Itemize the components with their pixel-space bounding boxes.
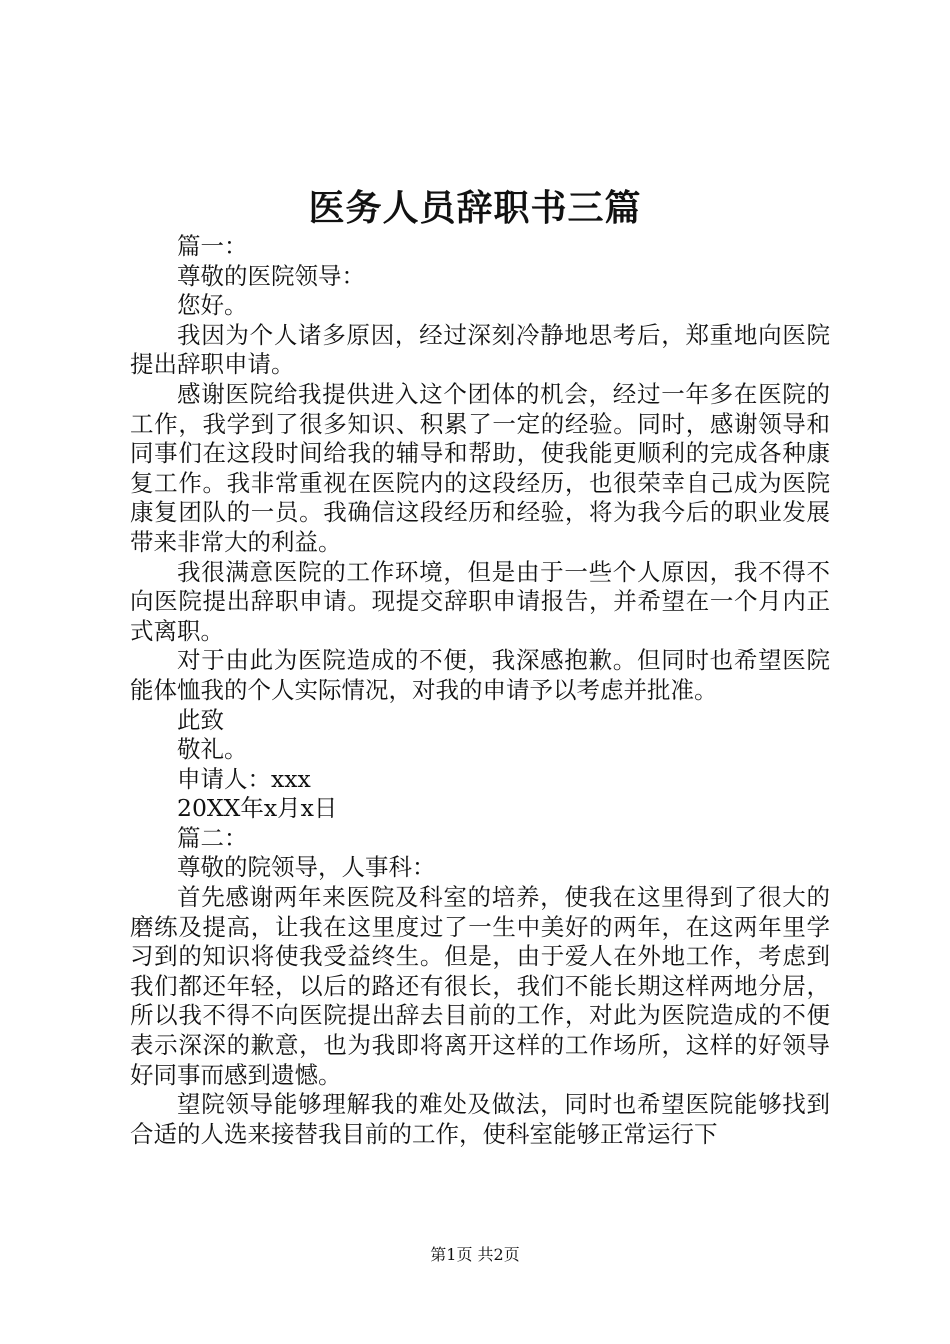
section-heading-two: 篇二：: [177, 823, 248, 852]
body-paragraph: 对于由此为医院造成的不便，我深感抱歉。但同时也希望医院能体恤我的个人实际情况，对我的申请予以考虑并批准。: [130, 646, 830, 704]
document-title: 医务人员辞职书三篇: [308, 187, 642, 229]
body-paragraph: 首先感谢两年来医院及科室的培养，使我在这里得到了很大的磨练及提高，让我在这里度过了一生中美好的两年，在这两年里学习到的知识将使我受益终生。但是，由于爱人在外地工作，考虑到我们都还年轻，以后的路还有很长，我们不能长期这样两地分居，所以我不得不向医院提出辞去目前的工作，对此为医院造成的不便表示深深的歉意，也为我即将离开这样的工作场所，这样的好领导好同事而感到遗憾。: [130, 883, 830, 1089]
document-body: [130, 232, 830, 1149]
body-paragraph: 我很满意医院的工作环境，但是由于一些个人原因，我不得不向医院提出辞职申请。现提交辞职申请报告，并希望在一个月内正式离职。: [130, 557, 830, 645]
closing-regards: 敬礼。: [177, 735, 248, 764]
body-paragraph: 我因为个人诸多原因，经过深刻冷静地思考后，郑重地向医院提出辞职申请。: [130, 320, 830, 379]
applicant-line: 申请人：xxx: [177, 764, 311, 793]
salutation: 尊敬的院领导，人事科：: [177, 853, 436, 882]
body-paragraph: 感谢医院给我提供进入这个团体的机会，经过一年多在医院的工作，我学到了很多知识、积累了一定的经验。同时，感谢领导和同事们在这段时间给我的辅导和帮助，使我能更顺利的完成各种康复工作。我非常重视在医院内的这段经历，也很荣幸自己成为医院康复团队的一员。我确信这段经历和经验，将为我今后的职业发展带来非常大的利益。: [130, 379, 830, 556]
body-paragraph: 望院领导能够理解我的难处及做法，同时也希望医院能够找到合适的人选来接替我目前的工作，使科室能够正常运行下: [130, 1090, 830, 1148]
closing-line: 此致: [177, 705, 224, 734]
date-line: 20XX年x月x日: [177, 794, 338, 823]
page-number: 第1页 共2页: [430, 1245, 520, 1264]
salutation: 尊敬的医院领导：: [177, 261, 365, 290]
section-heading-one: 篇一：: [177, 232, 248, 260]
greeting: 您好。: [177, 291, 248, 320]
